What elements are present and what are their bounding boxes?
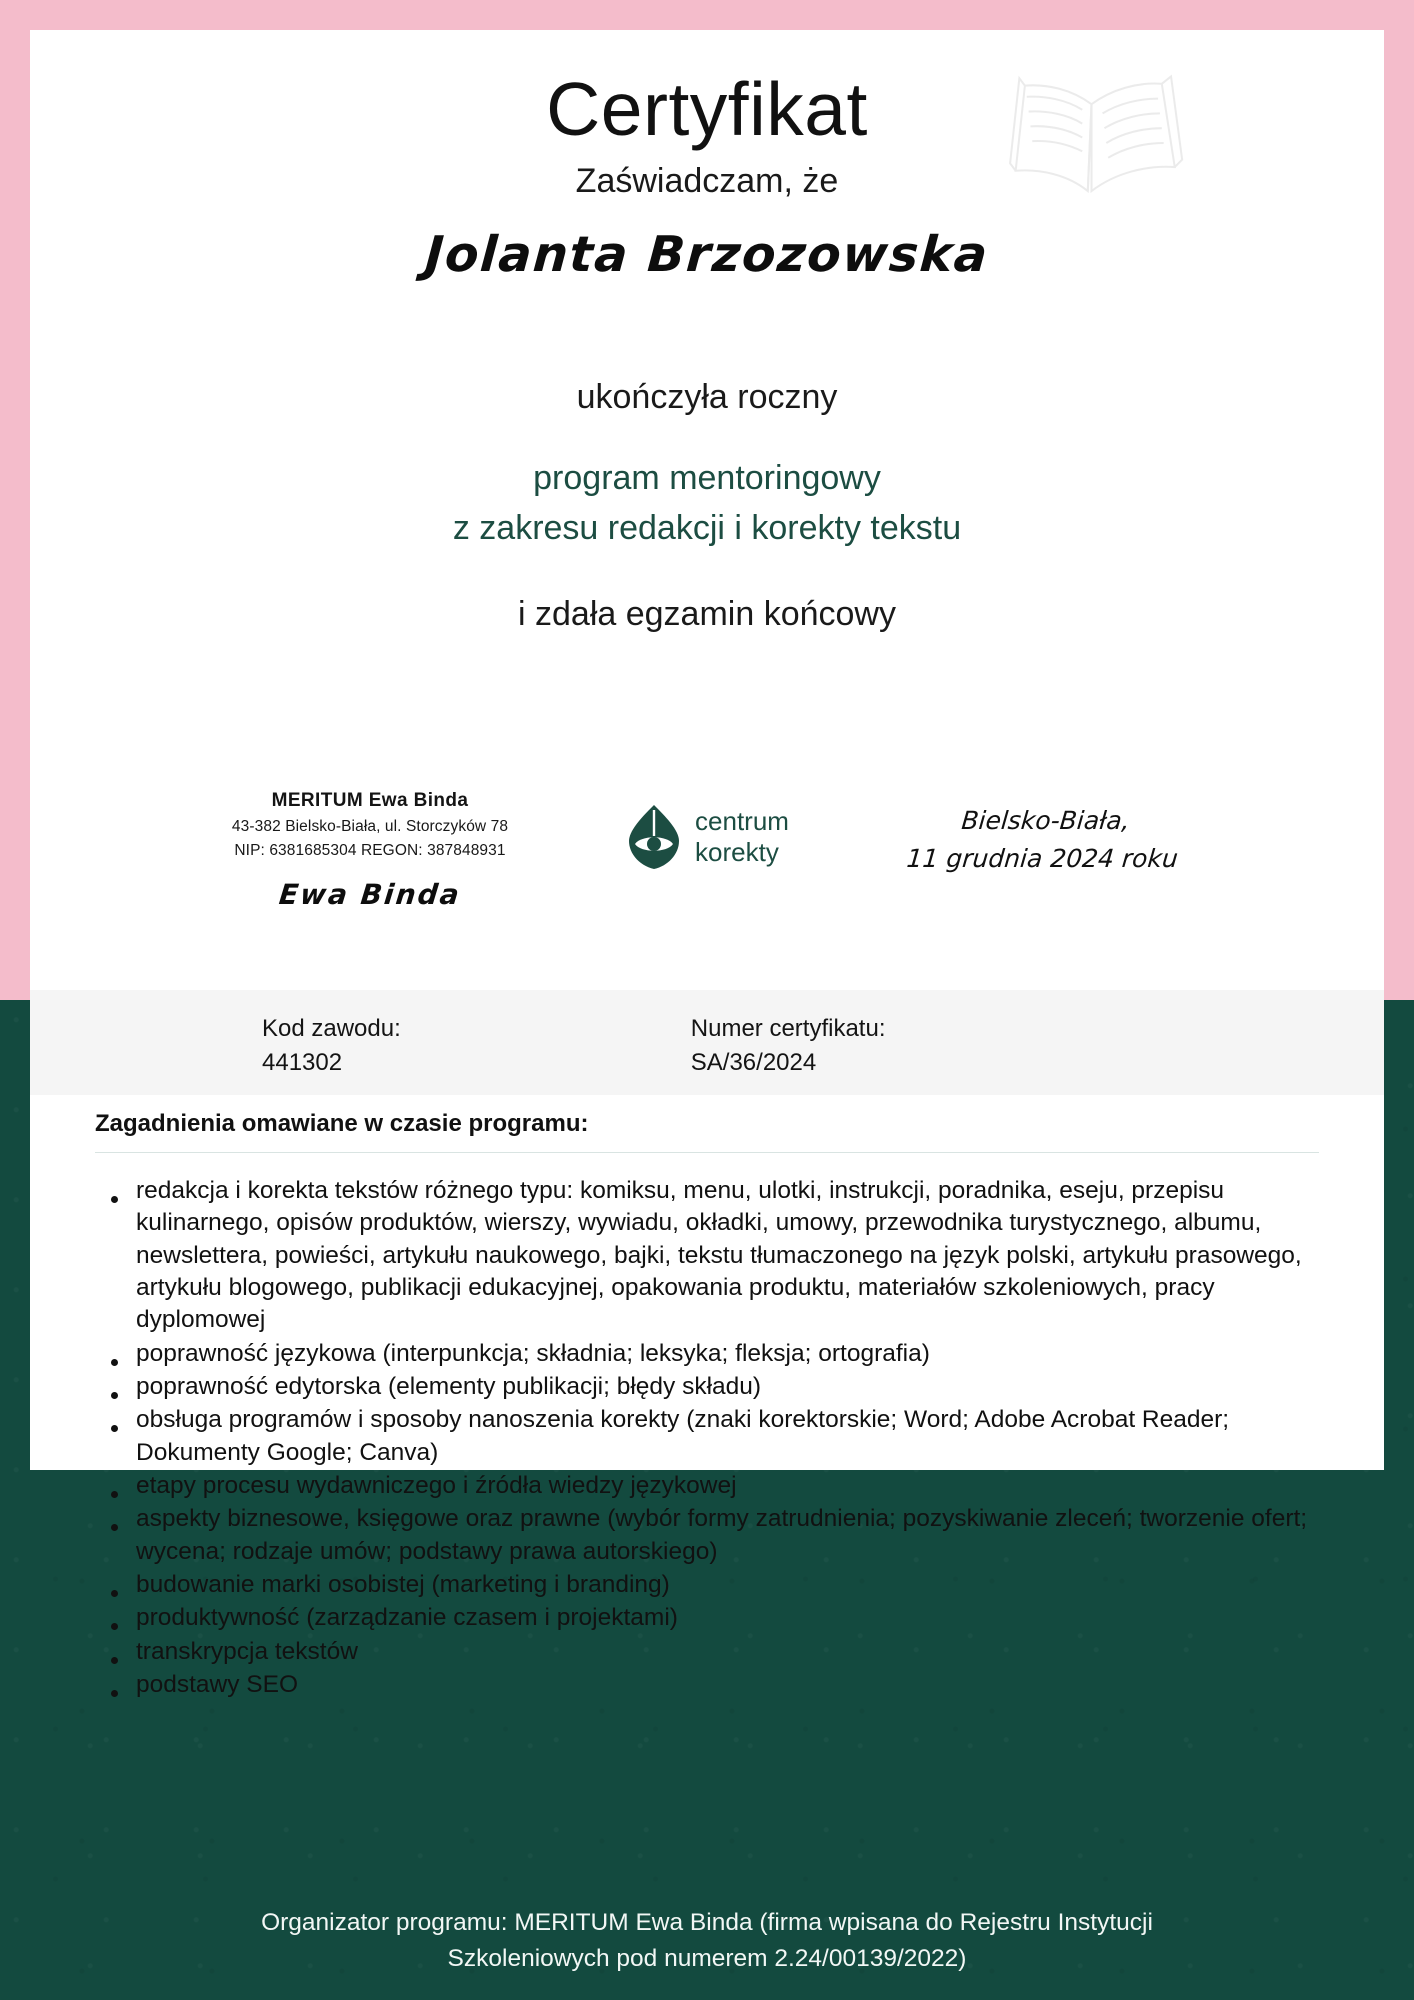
- profession-code-label: Kod zawodu:: [262, 1015, 401, 1042]
- certificate-header: [30, 30, 1384, 283]
- list-item: poprawność edytorska (elementy publikacji; błędy składu): [95, 1371, 1319, 1403]
- program-name-line-1: program mentoringowy: [533, 459, 881, 498]
- exam-line: i zdała egzamin końcowy: [518, 595, 896, 634]
- topics-heading: Zagadnienia omawiane w czasie programu:: [95, 1110, 589, 1137]
- list-item: aspekty biznesowe, księgowe oraz prawne (wybór formy zatrudnienia; pozyskiwanie zleceń; tworzenie ofert; wycena; rodzaje umów; podstawy prawa autorskiego): [95, 1503, 1319, 1568]
- list-item: podstawy SEO: [95, 1669, 1319, 1701]
- logo-text: [695, 806, 789, 867]
- logo-text-line-2: korekty: [695, 837, 779, 867]
- footer-line-1: Organizator programu: MERITUM Ewa Binda (firma wpisana do Rejestru Instytucji: [261, 1909, 1153, 1937]
- stamp-tax-ids: NIP: 6381685304 REGON: 387848931: [234, 842, 506, 859]
- topics-list: [95, 1175, 1319, 1701]
- completion-line: ukończyła roczny: [576, 377, 838, 416]
- place-and-date: [876, 802, 1213, 877]
- topics-section: [0, 1110, 1414, 1702]
- program-name-line-2: z zakresu redakcji i korekty tekstu: [452, 508, 962, 547]
- signature-row: [30, 790, 1384, 911]
- program-name: [30, 454, 1384, 553]
- stamp-company-name: MERITUM Ewa Binda: [271, 790, 469, 811]
- certificate-number-value: SA/36/2024: [690, 1049, 817, 1077]
- footer-line-2: Szkoleniowych pod numerem 2.24/00139/2022): [447, 1945, 967, 1972]
- issue-place: Bielsko-Biała,: [960, 806, 1131, 835]
- pen-nib-eye-icon: [625, 804, 683, 870]
- list-item: budowanie marki osobistej (marketing i branding): [95, 1569, 1319, 1601]
- company-stamp: [205, 790, 535, 911]
- centrum-korekty-logo: [625, 804, 789, 870]
- codes-strip: [30, 990, 1384, 1095]
- recipient-name: Jolanta Brzozowska: [423, 225, 991, 283]
- list-item: etapy procesu wydawniczego i źródła wiedzy językowej: [95, 1470, 1319, 1502]
- profession-code-value: 441302: [262, 1049, 343, 1077]
- page-footer: [0, 1882, 1414, 2000]
- topics-divider: [95, 1152, 1319, 1153]
- certificate-number-block: [691, 1012, 886, 1095]
- handwritten-signature: Ewa Binda: [277, 878, 463, 911]
- certificate-number-label: Numer certyfikatu:: [690, 1015, 886, 1042]
- list-item: transkrypcja tekstów: [95, 1636, 1319, 1668]
- stamp-address: 43-382 Bielsko-Biała, ul. Storczyków 78: [231, 818, 509, 835]
- list-item: poprawność językowa (interpunkcja; składnia; leksyka; fleksja; ortografia): [95, 1338, 1319, 1370]
- certificate-statement: [30, 375, 1384, 634]
- list-item: produktywność (zarządzanie czasem i projektami): [95, 1602, 1319, 1634]
- logo-text-line-1: centrum: [695, 806, 789, 837]
- profession-code-block: [262, 1012, 401, 1095]
- list-item: obsługa programów i sposoby nanoszenia korekty (znaki korektorskie; Word; Adobe Acrobat Reader; Dokumenty Google; Canva): [95, 1404, 1319, 1469]
- list-item: redakcja i korekta tekstów różnego typu: komiksu, menu, ulotki, instrukcji, poradnika, eseju, przepisu kulinarnego, opisów produktów, wierszy, wywiadu, okładki, umowy, przewodnika turystycznego, albumu, newslettera, powieści, artykułu naukowego, bajki, tekstu tłumaczonego na język polski, artykułu prasowego, artykułu blogowego, publikacji edukacyjnej, opakowania produktu, materiałów szkoleniowych, pracy dyplomowej: [95, 1175, 1319, 1337]
- certificate-subtitle: Zaświadczam, że: [575, 161, 839, 200]
- issue-date: 11 grudnia 2024 roku: [905, 843, 1180, 873]
- page-title: Certyfikat: [546, 67, 868, 151]
